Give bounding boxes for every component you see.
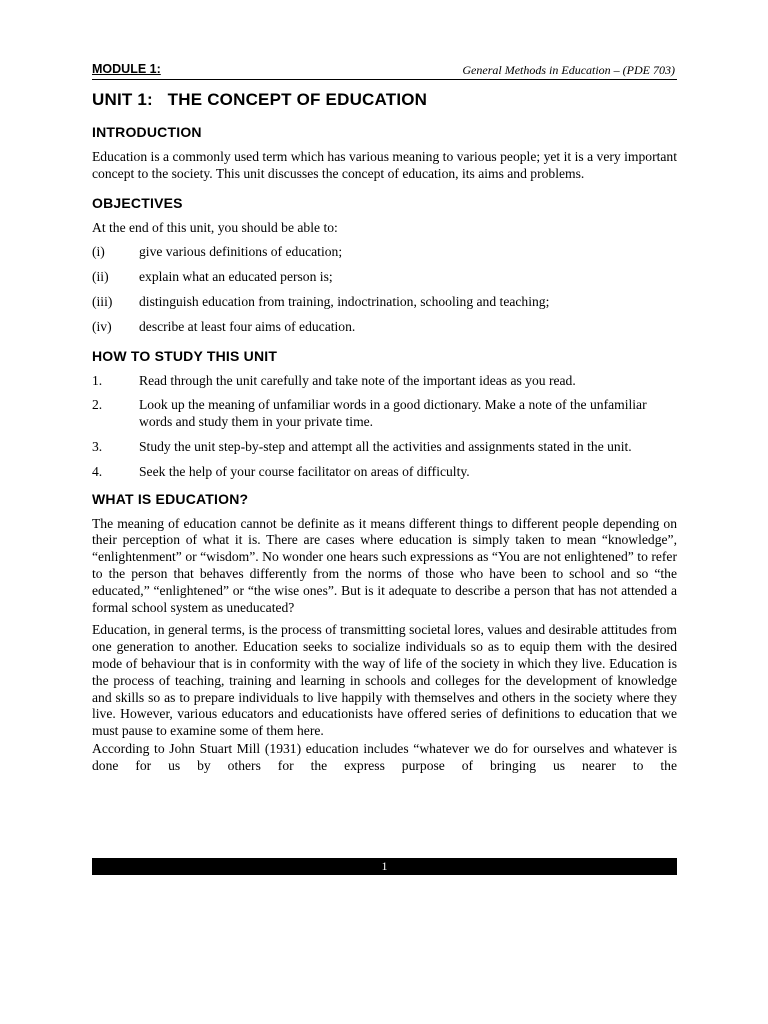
list-item-text: give various definitions of education; xyxy=(139,244,343,260)
how-to-study-section xyxy=(92,348,677,481)
how-to-study-list xyxy=(92,373,677,481)
introduction-text: Education is a commonly used term which has various meaning to various people; yet it is a very important concept to the society. This unit discusses the concept of education, its aims and problems. xyxy=(92,149,677,181)
page-footer xyxy=(92,858,677,875)
list-item-number: 1. xyxy=(92,372,103,388)
list-item xyxy=(92,464,677,481)
paragraph: The meaning of education cannot be definite as it means different things to different people depending on their perception of what it is. There are cases where education is simply taken to mean “knowledge”, “enlightenment” or “wisdom”. No wonder one hears such expressions as “You are not enlightened” to refer to the person that behaves differently from the norms of those who have been to school and so “the educated,” “enlightened” or “the wise ones”. But is it adequate to describe a person that has not attended a formal school system as uneducated? xyxy=(92,515,677,615)
list-item-text: distinguish education from training, indoctrination, schooling and teaching; xyxy=(139,293,550,309)
list-item xyxy=(92,269,677,286)
objectives-lead: At the end of this unit, you should be able to: xyxy=(92,219,338,235)
page-number: 1 xyxy=(381,859,388,873)
module-label: MODULE 1: xyxy=(92,62,161,76)
list-item-number: (i) xyxy=(92,244,105,260)
introduction-heading: INTRODUCTION xyxy=(92,124,202,140)
course-title: General Methods in Education – (PDE 703) xyxy=(462,63,675,77)
list-item xyxy=(92,439,677,456)
list-item xyxy=(92,397,677,431)
running-header xyxy=(92,62,677,80)
list-item xyxy=(92,319,677,336)
list-item-text: Look up the meaning of unfamiliar words in a good dictionary. Make a note of the unfamiliar words and study them in your private time. xyxy=(139,397,647,430)
list-item xyxy=(92,294,677,311)
objectives-heading: OBJECTIVES xyxy=(92,194,183,211)
paragraph: According to John Stuart Mill (1931) education includes “whatever we do for ourselves and whatever is done for us by others for the express purpose of bringing us nearer to the xyxy=(92,740,677,773)
list-item-number: (iii) xyxy=(92,293,113,309)
unit-title: UNIT 1: THE CONCEPT OF EDUCATION xyxy=(92,90,428,109)
list-item-number: (ii) xyxy=(92,269,109,285)
list-item-text: Read through the unit carefully and take note of the important ideas as you read. xyxy=(139,372,576,388)
list-item-text: describe at least four aims of education. xyxy=(139,318,356,334)
objectives-section xyxy=(92,195,677,336)
page-content xyxy=(92,124,677,781)
list-item xyxy=(92,373,677,390)
what-is-education-heading: WHAT IS EDUCATION? xyxy=(92,490,249,507)
how-to-study-heading: HOW TO STUDY THIS UNIT xyxy=(92,347,278,364)
list-item-number: 4. xyxy=(92,463,103,479)
list-item-text: Seek the help of your course facilitator on areas of difficulty. xyxy=(139,463,470,479)
list-item xyxy=(92,244,677,261)
what-is-education-section xyxy=(92,491,677,775)
list-item-text: explain what an educated person is; xyxy=(139,269,333,285)
list-item-text: Study the unit step-by-step and attempt all the activities and assignments stated in the unit. xyxy=(139,438,632,454)
objectives-list xyxy=(92,244,677,335)
paragraph: Education, in general terms, is the process of transmitting societal lores, values and desirable attitudes from one generation to another. Education seeks to socialize individuals so as to equip them with the desired mode of behaviour that is in conformity with the way of life of the society in which they live. Education is the process of teaching, training and learning in schools and colleges for the development of knowledge and skills so as to prepare individuals to live happily with themselves and others in the society where they live. However, various educators and educationists have offered series of definitions to education that we must pause to examine some of them here. xyxy=(92,622,677,739)
list-item-number: 2. xyxy=(92,397,103,413)
list-item-number: 3. xyxy=(92,438,103,454)
list-item-number: (iv) xyxy=(92,318,112,334)
introduction-section xyxy=(92,124,677,183)
